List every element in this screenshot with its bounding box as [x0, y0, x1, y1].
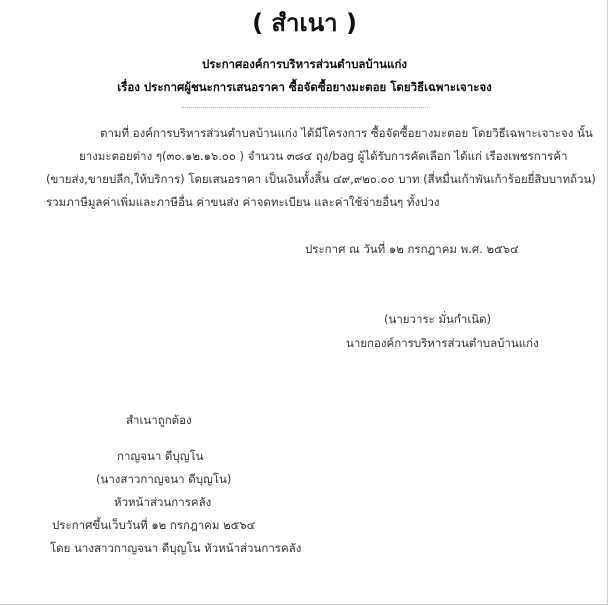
header-organization: ประกาศองค์การบริหารส่วนตำบลบ้านแก่ง	[201, 57, 408, 71]
posted-date: ประกาศขึ้นเว็บวันที่ ๑๒ กรกฎาคม ๒๕๖๔	[52, 518, 256, 532]
copier-position: หัวหน้าส่วนการคลัง	[114, 495, 212, 509]
document-title: ( สำเนา )	[252, 9, 357, 37]
body-line-1: ตามที่ องค์การบริหารส่วนตำบลบ้านแก่ง ได้มีโครงการ ซื้อจัดซื้อยางมะตอย โดยวิธีเฉพาะเจาะจง นั้น	[100, 126, 593, 140]
signer-position: นายกองค์การบริหารส่วนตำบลบ้านแก่ง	[346, 336, 539, 350]
signer-name: (นายวาระ มั่นกำเนิด)	[384, 312, 492, 326]
posted-by: โดย นางสาวกาญจนา ดีบุญโน หัวหน้าส่วนการคลัง	[50, 541, 302, 555]
copier-name: (นางสาวกาญจนา ดีบุญโน)	[96, 472, 232, 486]
copier-signature: กาญจนา ดีบุญโน	[117, 449, 204, 463]
body-line-4: รวมภาษีมูลค่าเพิ่มและภาษีอื่น ค่าขนส่ง ค่าจดทะเบียน และค่าใช้จ่ายอื่นๆ ทั้งปวง	[46, 195, 440, 209]
header-divider	[182, 107, 430, 108]
certified-copy-label: สำเนาถูกต้อง	[126, 413, 192, 427]
announce-date: ประกาศ ณ วันที่ ๑๒ กรกฎาคม พ.ศ. ๒๕๖๔	[305, 242, 519, 256]
body-line-3: (ขายส่ง,ขายปลีก,ให้บริการ) โดยเสนอราคา เป็นเงินทั้งสิ้น ๔๙,๙๒๐.๐๐ บาท (สี่หมื่นเก้าพันเก้าร้อยยี่สิบบาทถ้วน)	[46, 172, 596, 186]
body-line-2: ยางมะตอยต่าง ๆ(๓๐.๑๒.๑๖.๐๐ ) จำนวน ๓๘๔ ถุง/bag ผู้ได้รับการคัดเลือก ได้แก่ เรืองเพชรการค้า	[79, 149, 568, 163]
header-subject: เรื่อง ประกาศผู้ชนะการเสนอราคา ซื้อจัดซื้อยางมะตอย โดยวิธีเฉพาะเจาะจง	[117, 80, 492, 94]
